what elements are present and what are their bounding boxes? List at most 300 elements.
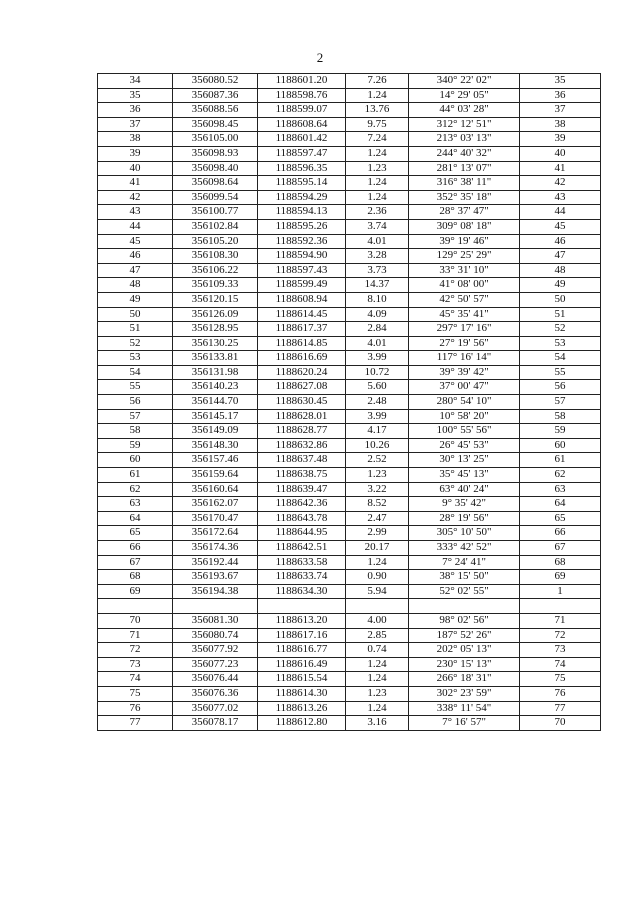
table-row: [98, 482, 601, 497]
table-row: [98, 468, 601, 483]
table-row: [98, 628, 601, 643]
bearing-cell: 30° 13' 25": [409, 453, 520, 468]
table-row: [98, 541, 601, 556]
table-row: [98, 497, 601, 512]
bearing-cell: 26° 45' 53": [409, 438, 520, 453]
point-number-cell: 59: [98, 438, 173, 453]
y-coordinate-cell: 1188633.74: [258, 570, 346, 585]
bearing-cell: 117° 16' 14": [409, 351, 520, 366]
y-coordinate-cell: 1188627.08: [258, 380, 346, 395]
distance-cell: 10.72: [346, 365, 409, 380]
y-coordinate-cell: 1188639.47: [258, 482, 346, 497]
point-number-cell: 46: [98, 249, 173, 264]
page-number: 2: [316, 50, 324, 65]
point-number-cell: 35: [98, 88, 173, 103]
bearing-cell: 39° 19' 46": [409, 234, 520, 249]
point-number-cell: 66: [98, 541, 173, 556]
y-coordinate-cell: 1188616.77: [258, 643, 346, 658]
x-coordinate-cell: 356077.02: [173, 701, 258, 716]
point-number-cell: 68: [98, 570, 173, 585]
bearing-cell: 244° 40' 32": [409, 146, 520, 161]
y-coordinate-cell: 1188644.95: [258, 526, 346, 541]
point-number-cell: 61: [98, 468, 173, 483]
x-coordinate-cell: 356159.64: [173, 468, 258, 483]
distance-cell: 20.17: [346, 541, 409, 556]
next-point-cell: 37: [520, 103, 601, 118]
table-row: [98, 336, 601, 351]
table-row: [98, 117, 601, 132]
next-point-cell: 75: [520, 672, 601, 687]
y-coordinate-cell: 1188614.45: [258, 307, 346, 322]
bearing-cell: 187° 52' 26": [409, 628, 520, 643]
distance-cell: 2.99: [346, 526, 409, 541]
y-coordinate-cell: 1188642.36: [258, 497, 346, 512]
next-point-cell: 74: [520, 657, 601, 672]
next-point-cell: 41: [520, 161, 601, 176]
bearing-cell: 213° 03' 13": [409, 132, 520, 147]
point-number-cell: 40: [98, 161, 173, 176]
distance-cell: 1.23: [346, 161, 409, 176]
next-point-cell: 55: [520, 365, 601, 380]
y-coordinate-cell: 1188598.76: [258, 88, 346, 103]
bearing-cell: 129° 25' 29": [409, 249, 520, 264]
bearing-cell: [409, 599, 520, 614]
bearing-cell: 98° 02' 56": [409, 613, 520, 628]
y-coordinate-cell: 1188613.20: [258, 613, 346, 628]
y-coordinate-cell: 1188616.49: [258, 657, 346, 672]
table-row: [98, 613, 601, 628]
x-coordinate-cell: 356098.45: [173, 117, 258, 132]
distance-cell: 9.75: [346, 117, 409, 132]
point-number-cell: 48: [98, 278, 173, 293]
table-row: [98, 672, 601, 687]
table-row: [98, 643, 601, 658]
x-coordinate-cell: 356080.74: [173, 628, 258, 643]
table-row: [98, 701, 601, 716]
x-coordinate-cell: 356099.54: [173, 190, 258, 205]
bearing-cell: 14° 29' 05": [409, 88, 520, 103]
distance-cell: 1.24: [346, 672, 409, 687]
bearing-cell: 28° 37' 47": [409, 205, 520, 220]
bearing-cell: 39° 39' 42": [409, 365, 520, 380]
table-row: [98, 278, 601, 293]
y-coordinate-cell: 1188594.13: [258, 205, 346, 220]
distance-cell: 4.01: [346, 336, 409, 351]
next-point-cell: 69: [520, 570, 601, 585]
bearing-cell: 38° 15' 50": [409, 570, 520, 585]
y-coordinate-cell: 1188614.85: [258, 336, 346, 351]
point-number-cell: 56: [98, 395, 173, 410]
table-row: [98, 146, 601, 161]
distance-cell: 5.60: [346, 380, 409, 395]
bearing-cell: 202° 05' 13": [409, 643, 520, 658]
distance-cell: 2.36: [346, 205, 409, 220]
x-coordinate-cell: 356077.92: [173, 643, 258, 658]
point-number-cell: 71: [98, 628, 173, 643]
point-number-cell: 39: [98, 146, 173, 161]
distance-cell: 14.37: [346, 278, 409, 293]
table-row: [98, 453, 601, 468]
point-number-cell: 54: [98, 365, 173, 380]
x-coordinate-cell: 356108.30: [173, 249, 258, 264]
next-point-cell: 40: [520, 146, 601, 161]
distance-cell: 4.00: [346, 613, 409, 628]
x-coordinate-cell: 356144.70: [173, 395, 258, 410]
next-point-cell: 1: [520, 584, 601, 599]
distance-cell: 10.26: [346, 438, 409, 453]
distance-cell: 1.24: [346, 146, 409, 161]
bearing-cell: 352° 35' 18": [409, 190, 520, 205]
table-row: [98, 263, 601, 278]
next-point-cell: 60: [520, 438, 601, 453]
y-coordinate-cell: 1188608.94: [258, 292, 346, 307]
next-point-cell: 50: [520, 292, 601, 307]
bearing-cell: 230° 15' 13": [409, 657, 520, 672]
point-number-cell: [98, 599, 173, 614]
x-coordinate-cell: 356148.30: [173, 438, 258, 453]
bearing-cell: 35° 45' 13": [409, 468, 520, 483]
next-point-cell: 49: [520, 278, 601, 293]
x-coordinate-cell: 356128.95: [173, 322, 258, 337]
point-number-cell: 42: [98, 190, 173, 205]
x-coordinate-cell: 356157.46: [173, 453, 258, 468]
x-coordinate-cell: 356170.47: [173, 511, 258, 526]
next-point-cell: 43: [520, 190, 601, 205]
bearing-cell: 316° 38' 11": [409, 176, 520, 191]
next-point-cell: 76: [520, 686, 601, 701]
bearing-cell: 9° 35' 42": [409, 497, 520, 512]
next-point-cell: 44: [520, 205, 601, 220]
y-coordinate-cell: 1188595.26: [258, 219, 346, 234]
table-row: [98, 322, 601, 337]
table-row: [98, 409, 601, 424]
next-point-cell: 68: [520, 555, 601, 570]
distance-cell: 3.22: [346, 482, 409, 497]
bearing-cell: 7° 24' 41": [409, 555, 520, 570]
table-row: [98, 555, 601, 570]
point-number-cell: 43: [98, 205, 173, 220]
table-row: [98, 74, 601, 89]
distance-cell: 3.16: [346, 716, 409, 731]
distance-cell: 1.23: [346, 686, 409, 701]
x-coordinate-cell: 356160.64: [173, 482, 258, 497]
bearing-cell: 10° 58' 20": [409, 409, 520, 424]
point-number-cell: 36: [98, 103, 173, 118]
table-row: [98, 395, 601, 410]
point-number-cell: 44: [98, 219, 173, 234]
x-coordinate-cell: 356162.07: [173, 497, 258, 512]
x-coordinate-cell: 356076.36: [173, 686, 258, 701]
distance-cell: 2.85: [346, 628, 409, 643]
point-number-cell: 70: [98, 613, 173, 628]
point-number-cell: 72: [98, 643, 173, 658]
bearing-cell: 305° 10' 50": [409, 526, 520, 541]
next-point-cell: 58: [520, 409, 601, 424]
distance-cell: 8.52: [346, 497, 409, 512]
table-row: [98, 438, 601, 453]
y-coordinate-cell: 1188597.47: [258, 146, 346, 161]
x-coordinate-cell: [173, 599, 258, 614]
distance-cell: 2.84: [346, 322, 409, 337]
bearing-cell: 338° 11' 54": [409, 701, 520, 716]
y-coordinate-cell: 1188592.36: [258, 234, 346, 249]
next-point-cell: 65: [520, 511, 601, 526]
bearing-cell: 281° 13' 07": [409, 161, 520, 176]
next-point-cell: 59: [520, 424, 601, 439]
y-coordinate-cell: 1188617.16: [258, 628, 346, 643]
y-coordinate-cell: 1188628.01: [258, 409, 346, 424]
y-coordinate-cell: 1188643.78: [258, 511, 346, 526]
x-coordinate-cell: 356081.30: [173, 613, 258, 628]
distance-cell: 1.24: [346, 701, 409, 716]
y-coordinate-cell: 1188597.43: [258, 263, 346, 278]
distance-cell: 4.09: [346, 307, 409, 322]
y-coordinate-cell: 1188596.35: [258, 161, 346, 176]
bearing-cell: 28° 19' 56": [409, 511, 520, 526]
bearing-cell: 44° 03' 28": [409, 103, 520, 118]
point-number-cell: 67: [98, 555, 173, 570]
x-coordinate-cell: 356131.98: [173, 365, 258, 380]
coordinates-table-body: [98, 74, 601, 731]
distance-cell: 1.24: [346, 176, 409, 191]
distance-cell: 1.24: [346, 555, 409, 570]
y-coordinate-cell: 1188595.14: [258, 176, 346, 191]
point-number-cell: 38: [98, 132, 173, 147]
y-coordinate-cell: 1188628.77: [258, 424, 346, 439]
y-coordinate-cell: [258, 599, 346, 614]
y-coordinate-cell: 1188613.26: [258, 701, 346, 716]
point-number-cell: 76: [98, 701, 173, 716]
point-number-cell: 65: [98, 526, 173, 541]
coordinates-table: [97, 73, 601, 731]
next-point-cell: 48: [520, 263, 601, 278]
y-coordinate-cell: 1188632.86: [258, 438, 346, 453]
x-coordinate-cell: 356109.33: [173, 278, 258, 293]
distance-cell: 0.74: [346, 643, 409, 658]
table-row: [98, 686, 601, 701]
y-coordinate-cell: 1188599.49: [258, 278, 346, 293]
next-point-cell: 42: [520, 176, 601, 191]
y-coordinate-cell: 1188642.51: [258, 541, 346, 556]
distance-cell: 1.23: [346, 468, 409, 483]
distance-cell: 2.48: [346, 395, 409, 410]
bearing-cell: 45° 35' 41": [409, 307, 520, 322]
x-coordinate-cell: 356078.17: [173, 716, 258, 731]
next-point-cell: 57: [520, 395, 601, 410]
point-number-cell: 53: [98, 351, 173, 366]
next-point-cell: 71: [520, 613, 601, 628]
table-row: [98, 584, 601, 599]
next-point-cell: 39: [520, 132, 601, 147]
bearing-cell: 333° 42' 52": [409, 541, 520, 556]
point-number-cell: 47: [98, 263, 173, 278]
x-coordinate-cell: 356087.36: [173, 88, 258, 103]
point-number-cell: 73: [98, 657, 173, 672]
bearing-cell: 41° 08' 00": [409, 278, 520, 293]
distance-cell: 1.24: [346, 657, 409, 672]
point-number-cell: 52: [98, 336, 173, 351]
x-coordinate-cell: 356149.09: [173, 424, 258, 439]
x-coordinate-cell: 356194.38: [173, 584, 258, 599]
y-coordinate-cell: 1188617.37: [258, 322, 346, 337]
distance-cell: 7.26: [346, 74, 409, 89]
point-number-cell: 64: [98, 511, 173, 526]
y-coordinate-cell: 1188630.45: [258, 395, 346, 410]
table-row: [98, 176, 601, 191]
y-coordinate-cell: 1188637.48: [258, 453, 346, 468]
next-point-cell: 45: [520, 219, 601, 234]
distance-cell: 3.28: [346, 249, 409, 264]
bearing-cell: 340° 22' 02": [409, 74, 520, 89]
y-coordinate-cell: 1188599.07: [258, 103, 346, 118]
next-point-cell: 61: [520, 453, 601, 468]
bearing-cell: 309° 08' 18": [409, 219, 520, 234]
bearing-cell: 297° 17' 16": [409, 322, 520, 337]
table-row: [98, 132, 601, 147]
next-point-cell: 62: [520, 468, 601, 483]
distance-cell: 13.76: [346, 103, 409, 118]
next-point-cell: 63: [520, 482, 601, 497]
x-coordinate-cell: 356193.67: [173, 570, 258, 585]
x-coordinate-cell: 356140.23: [173, 380, 258, 395]
x-coordinate-cell: 356145.17: [173, 409, 258, 424]
bearing-cell: 7° 16' 57": [409, 716, 520, 731]
point-number-cell: 34: [98, 74, 173, 89]
distance-cell: 1.24: [346, 190, 409, 205]
x-coordinate-cell: 356174.36: [173, 541, 258, 556]
next-point-cell: 54: [520, 351, 601, 366]
point-number-cell: 37: [98, 117, 173, 132]
bearing-cell: 312° 12' 51": [409, 117, 520, 132]
x-coordinate-cell: 356105.20: [173, 234, 258, 249]
point-number-cell: 77: [98, 716, 173, 731]
x-coordinate-cell: 356080.52: [173, 74, 258, 89]
next-point-cell: 56: [520, 380, 601, 395]
distance-cell: 8.10: [346, 292, 409, 307]
next-point-cell: 70: [520, 716, 601, 731]
next-point-cell: 72: [520, 628, 601, 643]
x-coordinate-cell: 356098.64: [173, 176, 258, 191]
table-row: [98, 190, 601, 205]
y-coordinate-cell: 1188608.64: [258, 117, 346, 132]
point-number-cell: 50: [98, 307, 173, 322]
next-point-cell: 66: [520, 526, 601, 541]
x-coordinate-cell: 356098.93: [173, 146, 258, 161]
x-coordinate-cell: 356088.56: [173, 103, 258, 118]
next-point-cell: 35: [520, 74, 601, 89]
table-row: [98, 249, 601, 264]
x-coordinate-cell: 356172.64: [173, 526, 258, 541]
table-row: [98, 424, 601, 439]
table-row: [98, 351, 601, 366]
next-point-cell: 64: [520, 497, 601, 512]
distance-cell: 3.99: [346, 351, 409, 366]
x-coordinate-cell: 356098.40: [173, 161, 258, 176]
bearing-cell: 37° 00' 47": [409, 380, 520, 395]
distance-cell: 3.74: [346, 219, 409, 234]
bearing-cell: 27° 19' 56": [409, 336, 520, 351]
next-point-cell: 47: [520, 249, 601, 264]
point-number-cell: 60: [98, 453, 173, 468]
point-number-cell: 41: [98, 176, 173, 191]
bearing-cell: 280° 54' 10": [409, 395, 520, 410]
table-row: [98, 526, 601, 541]
y-coordinate-cell: 1188638.75: [258, 468, 346, 483]
table-row: [98, 234, 601, 249]
table-row: [98, 161, 601, 176]
table-row: [98, 219, 601, 234]
x-coordinate-cell: 356126.09: [173, 307, 258, 322]
table-row: [98, 511, 601, 526]
y-coordinate-cell: 1188594.90: [258, 249, 346, 264]
table-row: [98, 307, 601, 322]
next-point-cell: 67: [520, 541, 601, 556]
next-point-cell: 38: [520, 117, 601, 132]
point-number-cell: 75: [98, 686, 173, 701]
table-row: [98, 570, 601, 585]
x-coordinate-cell: 356100.77: [173, 205, 258, 220]
table-row: [98, 599, 601, 614]
distance-cell: 1.24: [346, 88, 409, 103]
distance-cell: 3.99: [346, 409, 409, 424]
y-coordinate-cell: 1188614.30: [258, 686, 346, 701]
table-row: [98, 103, 601, 118]
table-row: [98, 205, 601, 220]
distance-cell: 4.17: [346, 424, 409, 439]
distance-cell: 2.52: [346, 453, 409, 468]
point-number-cell: 57: [98, 409, 173, 424]
x-coordinate-cell: 356105.00: [173, 132, 258, 147]
bearing-cell: 52° 02' 55": [409, 584, 520, 599]
point-number-cell: 55: [98, 380, 173, 395]
y-coordinate-cell: 1188615.54: [258, 672, 346, 687]
next-point-cell: 52: [520, 322, 601, 337]
next-point-cell: 36: [520, 88, 601, 103]
point-number-cell: 51: [98, 322, 173, 337]
point-number-cell: 49: [98, 292, 173, 307]
x-coordinate-cell: 356192.44: [173, 555, 258, 570]
distance-cell: 5.94: [346, 584, 409, 599]
distance-cell: 7.24: [346, 132, 409, 147]
y-coordinate-cell: 1188601.20: [258, 74, 346, 89]
bearing-cell: 42° 50' 57": [409, 292, 520, 307]
next-point-cell: 46: [520, 234, 601, 249]
y-coordinate-cell: 1188620.24: [258, 365, 346, 380]
x-coordinate-cell: 356076.44: [173, 672, 258, 687]
distance-cell: [346, 599, 409, 614]
next-point-cell: [520, 599, 601, 614]
y-coordinate-cell: 1188594.29: [258, 190, 346, 205]
bearing-cell: 63° 40' 24": [409, 482, 520, 497]
x-coordinate-cell: 356102.84: [173, 219, 258, 234]
y-coordinate-cell: 1188633.58: [258, 555, 346, 570]
table-row: [98, 657, 601, 672]
next-point-cell: 73: [520, 643, 601, 658]
distance-cell: 3.73: [346, 263, 409, 278]
x-coordinate-cell: 356077.23: [173, 657, 258, 672]
table-row: [98, 716, 601, 731]
point-number-cell: 69: [98, 584, 173, 599]
point-number-cell: 45: [98, 234, 173, 249]
x-coordinate-cell: 356130.25: [173, 336, 258, 351]
point-number-cell: 58: [98, 424, 173, 439]
bearing-cell: 100° 55' 56": [409, 424, 520, 439]
bearing-cell: 302° 23' 59": [409, 686, 520, 701]
y-coordinate-cell: 1188612.80: [258, 716, 346, 731]
x-coordinate-cell: 356133.81: [173, 351, 258, 366]
y-coordinate-cell: 1188616.69: [258, 351, 346, 366]
y-coordinate-cell: 1188634.30: [258, 584, 346, 599]
